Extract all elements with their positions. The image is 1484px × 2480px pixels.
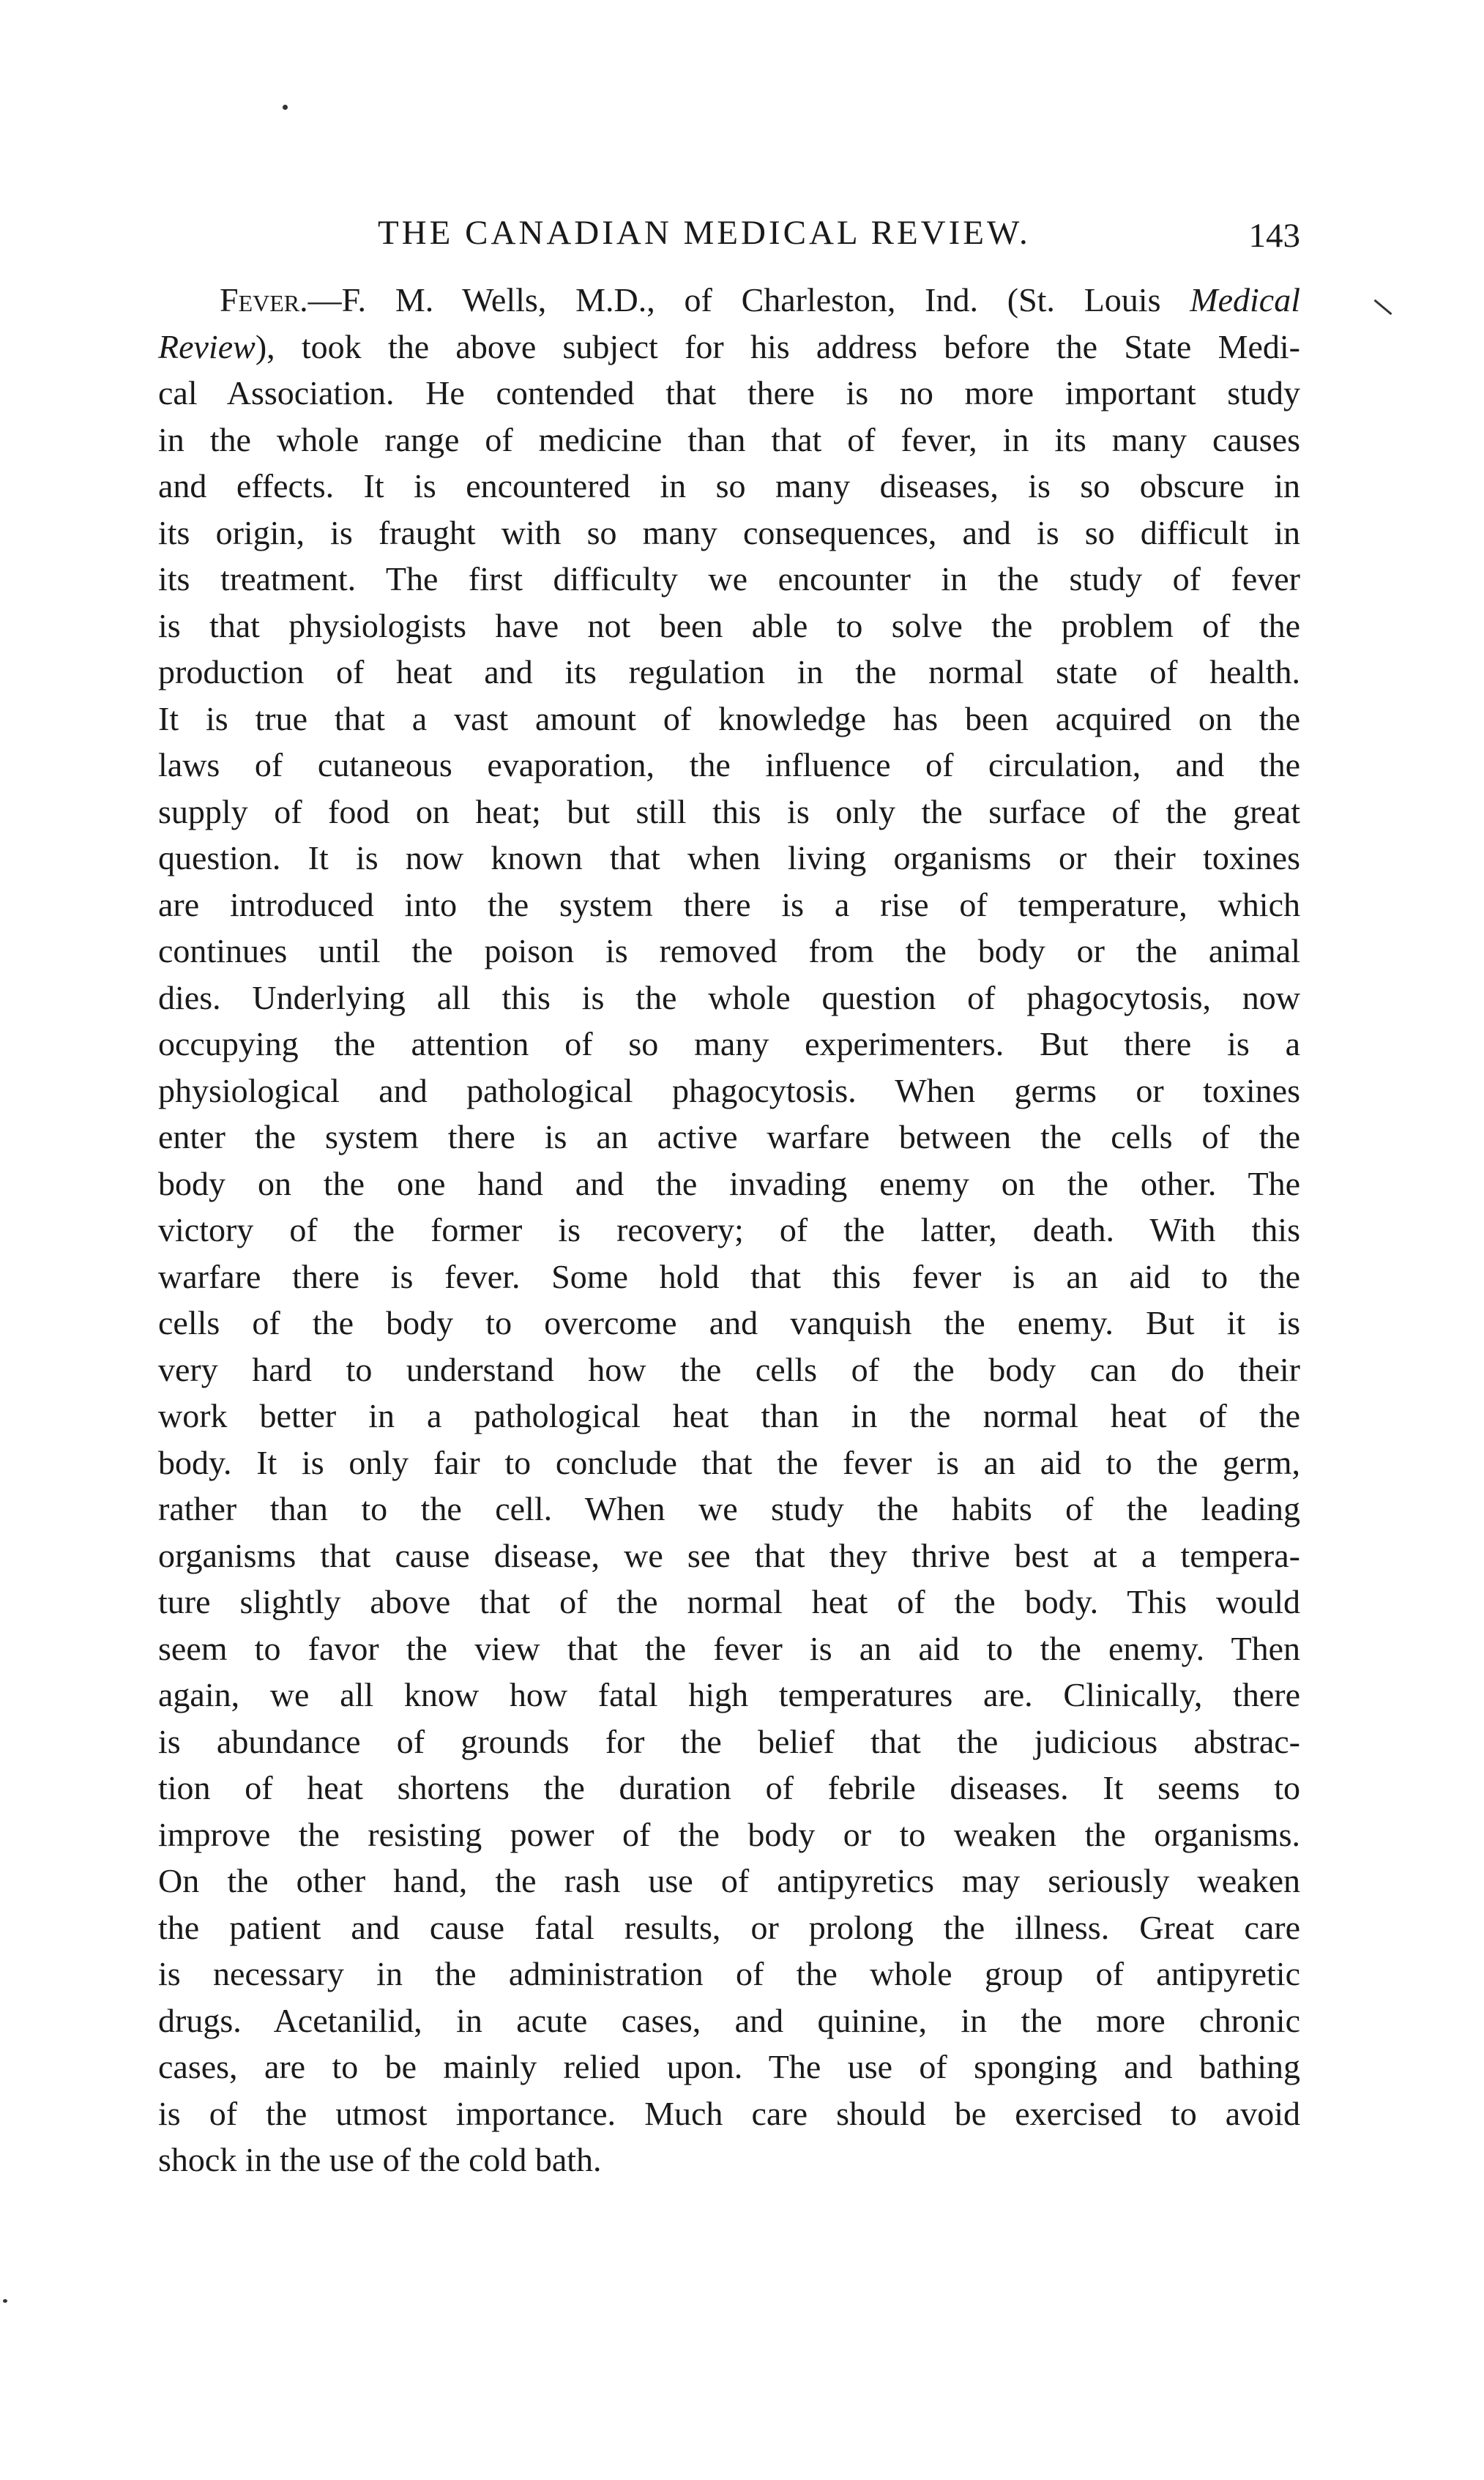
opening-text: —F. M. Wells, M.D., of Charleston, Ind. (St. Louis xyxy=(307,281,1190,319)
text-line: dies. Underlying all this is the whole question of phagocytosis, now xyxy=(158,978,1300,1016)
text-line: enter the system there is an active warfare between the cells of the xyxy=(158,1118,1300,1155)
article-body xyxy=(158,277,1300,2183)
journal-name: Review xyxy=(158,327,256,365)
ink-speck xyxy=(283,105,288,110)
text-line: physiological and pathological phagocytosis. When germs or toxines xyxy=(158,1071,1300,1109)
text-line: continues until the poison is removed from the body or the animal xyxy=(158,932,1300,969)
journal-name: Medical xyxy=(1190,281,1300,319)
text-line: the patient and cause fatal results, or prolong the illness. Great care xyxy=(158,1908,1300,1946)
text-line: rather than to the cell. When we study the habits of the leading xyxy=(158,1490,1300,1527)
text-line: ture slightly above that of the normal heat of the body. This would xyxy=(158,1583,1300,1620)
running-head: THE CANADIAN MEDICAL REVIEW. xyxy=(378,214,1031,252)
text-line: victory of the former is recovery; of the latter, death. With this xyxy=(158,1211,1300,1248)
text-line: improve the resisting power of the body or to weaken the organisms. xyxy=(158,1815,1300,1853)
text-line: shock in the use of the cold bath. xyxy=(158,2141,602,2178)
text-line: seem to favor the view that the fever is an aid to the enemy. Then xyxy=(158,1629,1300,1667)
text-line: laws of cutaneous evaporation, the influence of circulation, and the xyxy=(158,746,1300,783)
text-line: work better in a pathological heat than in the normal heat of the xyxy=(158,1397,1300,1434)
text-line: supply of food on heat; but still this is only the surface of the great xyxy=(158,792,1300,830)
text-line: its origin, is fraught with so many consequences, and is so difficult in xyxy=(158,513,1300,551)
text-line: question. It is now known that when living organisms or their toxines xyxy=(158,839,1300,876)
text-line: tion of heat shortens the duration of febrile diseases. It seems to xyxy=(158,1769,1300,1806)
text-line xyxy=(158,277,1300,324)
text-line: Review), took the above subject for his address before the State Medi- xyxy=(158,327,1300,365)
text-line: is that physiologists have not been able to solve the problem of the xyxy=(158,606,1300,644)
margin-mark xyxy=(1374,299,1392,316)
text-line: again, we all know how fatal high temperatures are. Clinically, there xyxy=(158,1676,1300,1713)
ink-speck xyxy=(3,2299,7,2303)
text-line: is necessary in the administration of the whole group of antipyretic xyxy=(158,1955,1300,1992)
text-line: occupying the attention of so many experimenters. But there is a xyxy=(158,1025,1300,1062)
text-line: On the other hand, the rash use of antipyretics may seriously weaken xyxy=(158,1862,1300,1899)
text-line: It is true that a vast amount of knowledge has been acquired on the xyxy=(158,699,1300,737)
text-line: cells of the body to overcome and vanquish the enemy. But it is xyxy=(158,1304,1300,1341)
text-line: body. It is only fair to conclude that the fever is an aid to the germ, xyxy=(158,1443,1300,1481)
text-line: its treatment. The first difficulty we encounter in the study of fever xyxy=(158,560,1300,597)
text-line: cases, are to be mainly relied upon. The use of sponging and bathing xyxy=(158,2048,1300,2085)
text-line: and effects. It is encountered in so many diseases, is so obscure in xyxy=(158,467,1300,504)
text-line: in the whole range of medicine than that of fever, in its many causes xyxy=(158,420,1300,458)
text-line: body on the one hand and the invading enemy on the other. The xyxy=(158,1164,1300,1202)
text-line: warfare there is fever. Some hold that this fever is an aid to the xyxy=(158,1257,1300,1295)
text-line: is of the utmost importance. Much care should be exercised to avoid xyxy=(158,2094,1300,2132)
text-line: organisms that cause disease, we see that they thrive best at a tempera- xyxy=(158,1536,1300,1574)
text-line: is abundance of grounds for the belief that the judicious abstrac- xyxy=(158,1722,1300,1760)
text-line: production of heat and its regulation in the normal state of health. xyxy=(158,653,1300,690)
text-line: cal Association. He contended that there is no more important study xyxy=(158,374,1300,412)
lead-word: Fever. xyxy=(220,281,308,319)
page-number: 143 xyxy=(1248,217,1300,255)
page-header xyxy=(158,211,1300,255)
text-line: drugs. Acetanilid, in acute cases, and quinine, in the more chronic xyxy=(158,2001,1300,2039)
text-line: are introduced into the system there is a rise of temperature, which xyxy=(158,885,1300,923)
text-line: very hard to understand how the cells of the body can do their xyxy=(158,1350,1300,1388)
